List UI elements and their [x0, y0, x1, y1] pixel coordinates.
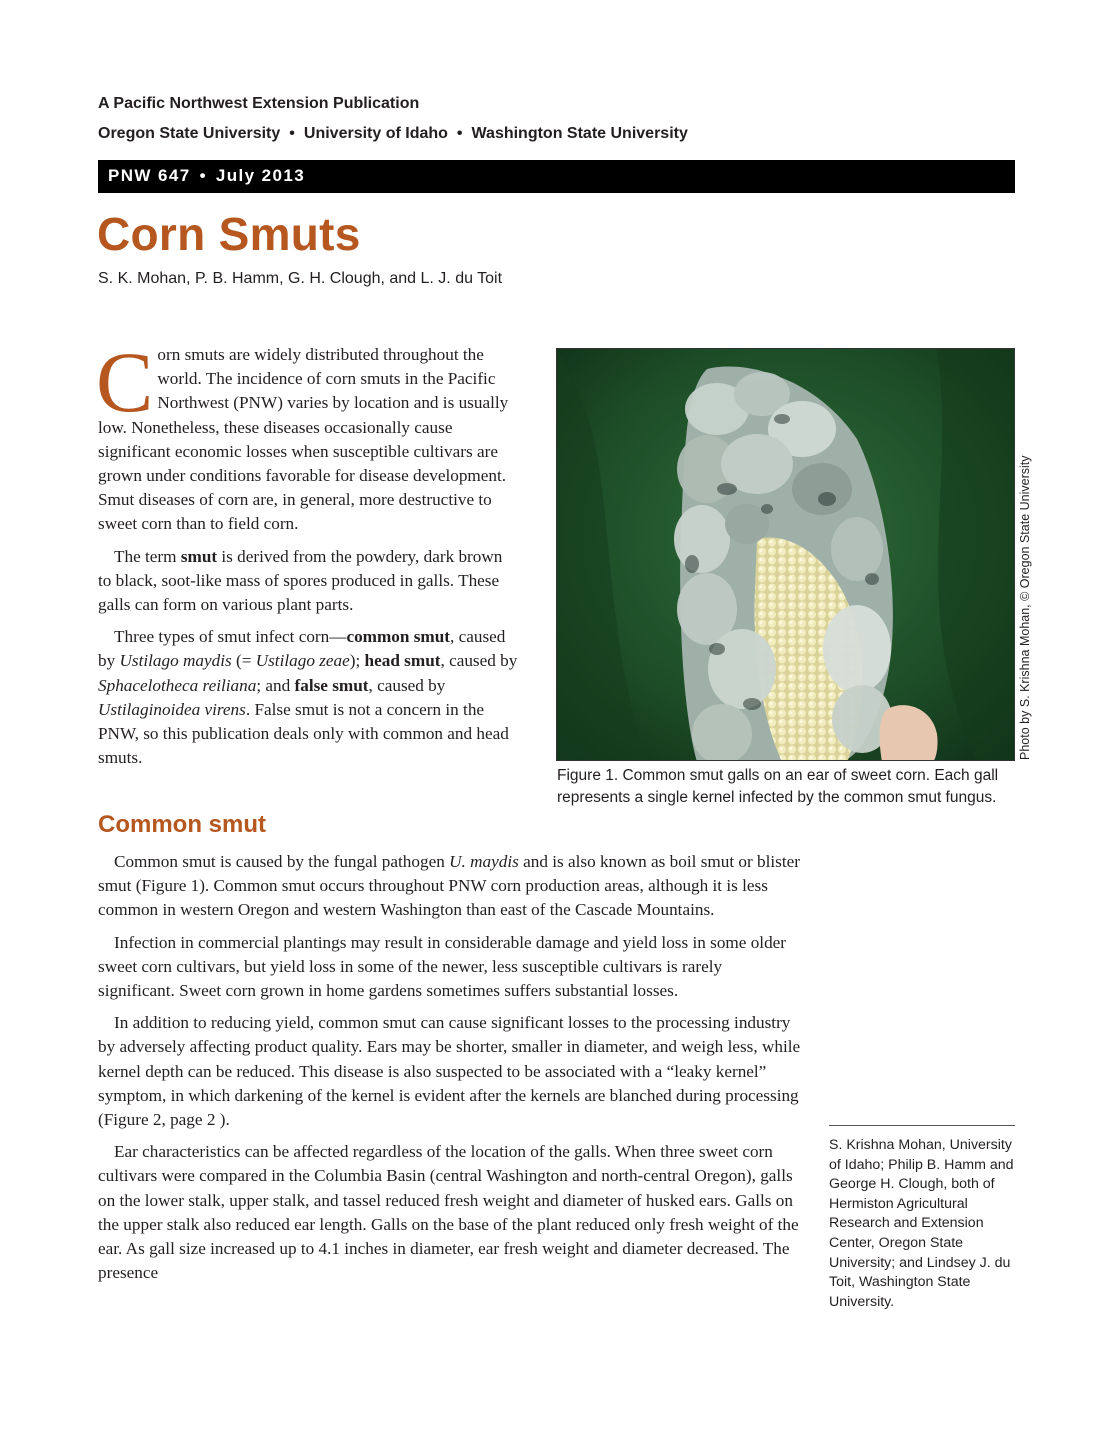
text-span: (=: [231, 651, 256, 671]
page-title: Corn Smuts: [97, 208, 361, 260]
section-heading-common-smut: Common smut: [98, 811, 266, 838]
text-span: Three types of smut infect corn—: [114, 627, 347, 647]
university-uidaho: University of Idaho: [303, 125, 448, 142]
text-span: , caused by: [440, 651, 518, 671]
figure-1-photo: [556, 348, 1015, 761]
university-wsu: Washington State University: [471, 125, 688, 142]
bullet-separator: •: [456, 125, 463, 142]
intro-column: [96, 334, 520, 778]
publication-line: A Pacific Northwest Extension Publication: [98, 95, 420, 112]
common-smut-paragraph: In addition to reducing yield, common smut can cause significant losses to the processing industry by adversely affecting product quality. Ears may be shorter, smaller in diameter, and weigh less, while kernel depth can be reduced. This disease is also suspected to be associated with a “leaky kernel” symptom, in which darkening of the kernel is evident after the kernels are blanched during processing (Figure 2, page 2 ).: [98, 1013, 801, 1130]
bullet-separator: •: [289, 125, 295, 142]
text-span: The term: [114, 546, 181, 566]
intro-paragraph-text: orn smuts are widely distributed throughout the world. The incidence of corn smuts in the Pacific Northwest (PNW) varies by location and is usually low. Nonetheless, these diseases occasionally cause significant economic losses when susceptible cultivars are grown under conditions favorable for disease development. Smut diseases of corn are, in general, more destructive to sweet corn than to field corn.: [98, 345, 509, 534]
text-span: is derived from the powdery, dark brown to black, soot-like mass of spores produced in galls. These galls can form on various plant parts.: [98, 546, 503, 615]
species-name: Sphacelotheca reiliana: [98, 675, 257, 695]
publication-bar: [98, 160, 1015, 193]
term-false-smut: false smut: [294, 675, 369, 695]
text-span: . False smut is not a concern in the PNW, so this publication deals only with common and head smuts.: [98, 699, 509, 768]
common-smut-paragraph: Infection in commercial plantings may result in considerable damage and yield loss in some older sweet corn cultivars, but yield loss in some of the newer, less susceptible cultivars is rarely significant. Sweet corn grown in home gardens sometimes suffers substantial losses.: [98, 932, 787, 1001]
bullet-separator: •: [199, 166, 207, 185]
intro-paragraph: [96, 334, 520, 537]
university-osu: Oregon State University: [98, 125, 281, 142]
term-smut: smut: [180, 546, 218, 566]
text-span: );: [349, 651, 365, 671]
author-bio: S. Krishna Mohan, University of Idaho; Philip B. Hamm and George H. Clough, both of Hermiston Agricultural Research and Extension Center, Oregon State University; and Lindsey J. du Toit, Washington State University.: [829, 1137, 1014, 1310]
photo-credit: Photo by S. Krishna Mohan, © Oregon State University: [1018, 455, 1032, 760]
figure-caption: Figure 1. Common smut galls on an ear of sweet corn. Each gall represents a single kernel infected by the common smut fungus.: [557, 767, 999, 806]
common-smut-body: [98, 850, 803, 1293]
corn-smut-photo: [557, 349, 1015, 761]
authors-line: S. K. Mohan, P. B. Hamm, G. H. Clough, and L. J. du Toit: [98, 270, 503, 287]
species-name: Ustilago zeae: [255, 651, 350, 671]
university-line: [98, 125, 688, 143]
publication-bar-text: [108, 166, 305, 186]
smut-definition-paragraph: [98, 545, 520, 618]
drop-cap: C: [96, 334, 154, 430]
common-smut-paragraph: [98, 850, 803, 923]
species-name: Ustilaginoidea virens: [98, 699, 246, 719]
common-smut-paragraph: Ear characteristics can be affected regardless of the location of the galls. When three sweet corn cultivars were compared in the Columbia Basin (central Washington and north-central Oregon), galls on the lower stalk, upper stalk, and tassel reduced fresh weight and diameter of husked ears. Galls on the upper stalk also reduced ear length. Galls on the base of the plant reduced only fresh weight of the ear. As gall size increased up to 4.1 inches in diameter, ear fresh weight and diameter decreased. The presence: [98, 1142, 799, 1283]
term-head-smut: head smut: [364, 651, 441, 671]
text-span: , caused by: [98, 627, 506, 671]
text-span: , caused by: [368, 675, 446, 695]
smut-types-paragraph: [98, 625, 520, 770]
species-name: Ustilago maydis: [119, 651, 232, 671]
publication-number: PNW 647: [108, 166, 191, 185]
bio-divider: [829, 1125, 1015, 1126]
term-common-smut: common smut: [346, 627, 451, 647]
text-span: and is also known as boil smut or blister smut (Figure 1). Common smut occurs throughout PNW corn production areas, although it is less common in western Oregon and western Washington than east of the Cascade Mountains.: [98, 852, 800, 920]
text-span: ; and: [256, 675, 295, 695]
text-span: Common smut is caused by the fungal pathogen: [114, 852, 450, 871]
species-name: U. maydis: [449, 852, 519, 871]
publication-date: July 2013: [215, 166, 306, 185]
